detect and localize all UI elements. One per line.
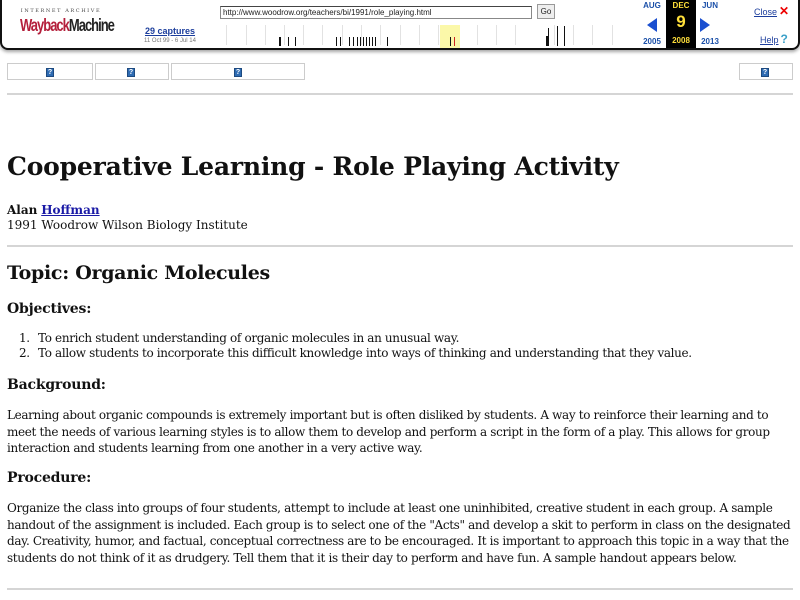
broken-image-icon: ? <box>235 69 241 76</box>
year-divider <box>496 25 497 45</box>
year-divider <box>380 25 381 45</box>
captures-range: 11 Oct 99 - 6 Jul 14 <box>144 38 196 44</box>
topic-heading: Topic: Organic Molecules <box>7 262 270 284</box>
wayback-logo[interactable] <box>20 8 114 35</box>
capture-bar <box>450 37 451 46</box>
year-divider <box>477 25 478 45</box>
year-divider <box>515 25 516 45</box>
year-divider <box>284 25 285 45</box>
capture-bar <box>548 28 549 46</box>
year-divider <box>554 25 555 45</box>
captures-link[interactable]: 29 captures <box>144 26 196 36</box>
date-navigator <box>638 0 726 50</box>
procedure-heading: Procedure: <box>7 470 92 486</box>
capture-bar <box>372 37 373 46</box>
next-month[interactable]: JUN <box>701 1 718 10</box>
capture-bar <box>288 37 289 46</box>
year-divider <box>419 25 420 45</box>
url-input[interactable]: http://www.woodrow.org/teachers/bi/1991/role_playing.html <box>220 6 532 19</box>
objectives-list <box>7 331 793 361</box>
capture-sparkline[interactable] <box>212 22 632 48</box>
capture-bar <box>360 37 361 46</box>
go-button[interactable]: Go <box>537 4 555 19</box>
close-link[interactable]: Close <box>754 7 778 17</box>
next-year[interactable]: 2013 <box>701 37 719 46</box>
prev-year[interactable]: 2005 <box>643 37 661 46</box>
year-divider <box>246 25 247 45</box>
background-paragraph: Learning about organic compounds is extremely important but is often disliked by students. A way to reinforce their learning and to meet the needs of various learning styles is to allow them to develop and perform a script in the form of a play. This allows for group interaction and students learning from one another in a very active way. <box>7 408 770 455</box>
current-day: 9 <box>676 12 686 31</box>
capture-bar-current <box>454 37 455 46</box>
year-divider <box>265 25 266 45</box>
capture-bar <box>387 37 388 46</box>
capture-bar <box>363 37 364 46</box>
image-placeholder[interactable] <box>95 63 169 80</box>
close-toolbar[interactable] <box>754 4 789 18</box>
capture-bar <box>564 26 565 46</box>
year-divider <box>303 25 304 45</box>
year-divider <box>573 25 574 45</box>
capture-bar <box>295 37 296 46</box>
broken-image-icon: ? <box>762 69 768 76</box>
year-divider <box>322 25 323 45</box>
prev-month[interactable]: AUG <box>643 1 661 10</box>
author-link[interactable]: Hoffman <box>41 203 100 217</box>
year-divider <box>226 25 227 45</box>
year-divider <box>342 25 343 45</box>
logo-subtitle: INTERNET ARCHIVE <box>20 8 102 14</box>
page-title: Cooperative Learning - Role Playing Activity <box>7 152 619 181</box>
capture-bar <box>279 37 281 46</box>
current-month: DEC <box>672 1 690 10</box>
capture-bar <box>366 37 367 46</box>
capture-bar <box>349 37 350 46</box>
broken-image-icon: ? <box>128 69 134 76</box>
current-capture-date <box>666 0 696 48</box>
divider <box>7 245 793 247</box>
next-arrow-icon[interactable] <box>700 18 710 32</box>
capture-bar <box>336 37 337 46</box>
author-block <box>7 203 248 233</box>
help-link[interactable]: Help <box>760 35 779 45</box>
year-divider <box>438 25 439 45</box>
broken-image-icon: ? <box>47 69 53 76</box>
procedure-paragraph: Organize the class into groups of four students, attempt to include at least one uninhibited, creative student in each group. A sample handout of the assignment is included. Each group is to select one of the "Acts" and develop a skit to perform in class on the designated day. Creativity, humor, and factual, conceptual correctness are to be encouraged. It is important to approach this topic in a way that the students do not think of it as drudgery. Tell them that it is their day to perform and have fun. A sample handout appears below. <box>7 501 791 565</box>
image-placeholder[interactable] <box>739 63 793 80</box>
background-heading: Background: <box>7 377 106 393</box>
captures-info <box>140 26 200 44</box>
capture-bar <box>357 37 358 46</box>
divider <box>7 588 793 590</box>
capture-bar <box>375 37 376 46</box>
capture-bar <box>353 37 354 46</box>
list-item: 2. To allow students to incorporate this difficult knowledge into ways of thinking and understanding that they value. <box>19 346 692 360</box>
image-placeholder[interactable] <box>171 63 305 80</box>
year-divider <box>361 25 362 45</box>
current-year: 2008 <box>672 36 690 45</box>
help-toolbar[interactable] <box>760 32 788 46</box>
list-item: 1. To enrich student understanding of organic molecules in an unusual way. <box>19 331 460 345</box>
logo-wordmark: WaybackMachine <box>20 14 114 35</box>
help-icon[interactable]: ? <box>780 32 788 46</box>
wayback-toolbar <box>0 0 800 50</box>
year-divider <box>612 25 613 45</box>
prev-arrow-icon[interactable] <box>647 18 657 32</box>
year-divider <box>592 25 593 45</box>
objectives-heading: Objectives: <box>7 301 92 317</box>
capture-bar <box>369 37 370 46</box>
image-placeholder[interactable] <box>7 63 93 80</box>
affiliation: 1991 Woodrow Wilson Biology Institute <box>7 218 248 232</box>
close-icon[interactable]: ✕ <box>779 4 790 18</box>
year-divider <box>400 25 401 45</box>
author-first-name: Alan <box>7 203 38 217</box>
divider <box>7 93 793 95</box>
capture-bar <box>340 37 341 46</box>
capture-bar <box>557 26 558 46</box>
